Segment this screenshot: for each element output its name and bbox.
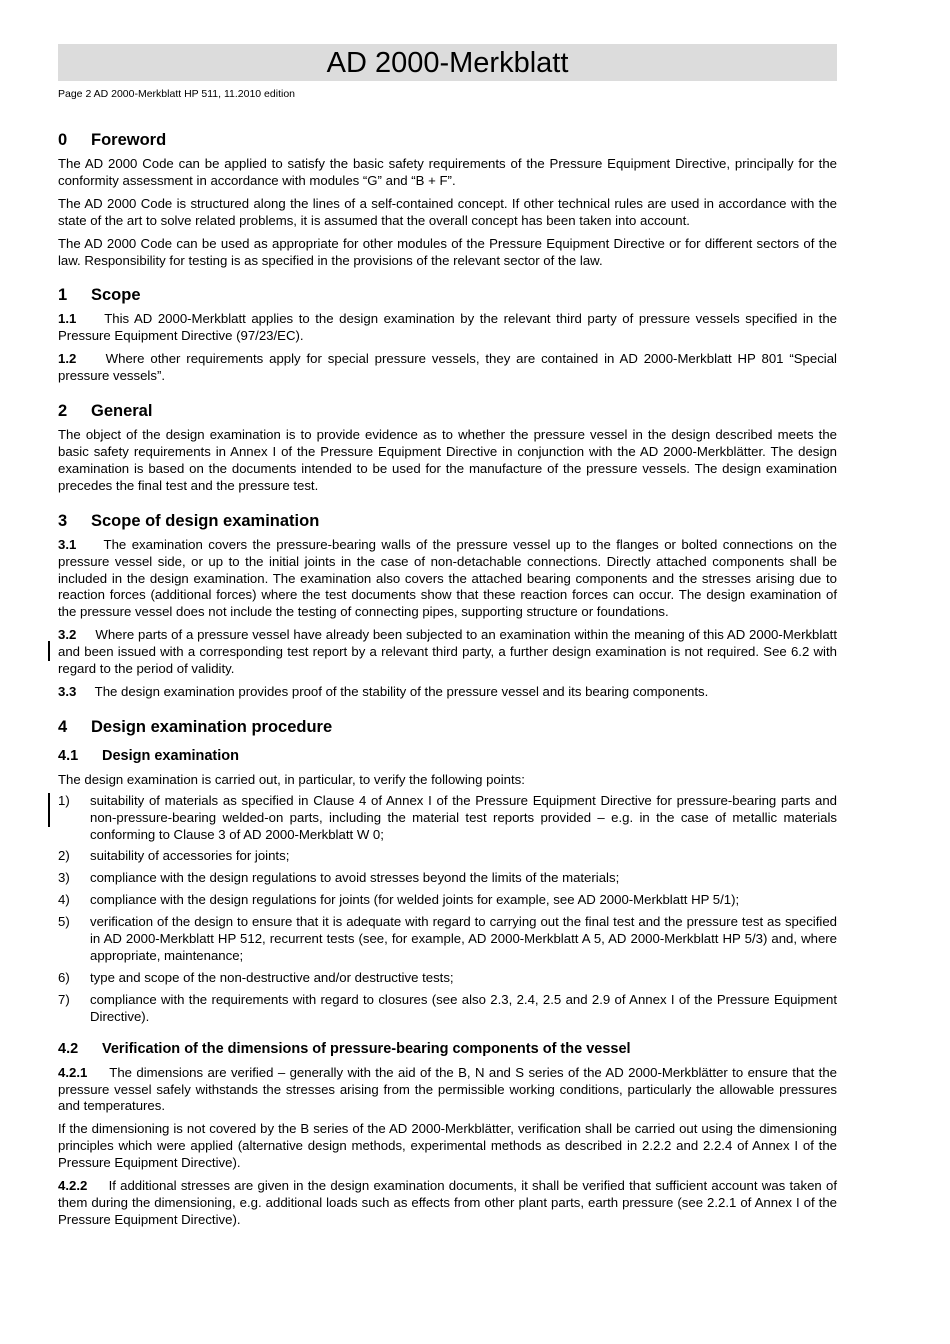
change-bar (48, 793, 50, 827)
clause-text: If additional stresses are given in the design examination documents, it shall be verified that sufficient account was taken of them during the dimensioning, e.g. additional loads such as effects from other plant parts, earth pressure (see 2.2.1 of Annex I of the Pressure Equipment Directive). (58, 1178, 837, 1227)
subsection-title: Design examination (102, 747, 239, 764)
clause-text: This AD 2000-Merkblatt applies to the design examination by the relevant third party of pressure vessels specified in the Pressure Equipment Directive (97/23/EC). (58, 311, 838, 344)
document-page (58, 44, 837, 1229)
section-0-heading (58, 130, 837, 150)
list-item-number: 7) (58, 991, 70, 1007)
clause-number: 3.2 (58, 627, 77, 643)
clause-number: 1.2 (58, 351, 77, 367)
clause-4-2-1 (58, 1065, 837, 1116)
list-item-number: 5) (58, 914, 70, 930)
list-intro: The design examination is carried out, in particular, to verify the following points: (58, 771, 525, 787)
clause-3-2 (58, 627, 837, 678)
list-item-number: 6) (58, 969, 70, 985)
clause-1-2 (58, 351, 837, 385)
clause-number: 4.2.1 (58, 1064, 88, 1080)
clause-number: 3.3 (58, 683, 77, 699)
subsection-number: 4.2 (58, 1040, 79, 1057)
section-2-heading (58, 401, 837, 421)
section-number: 3 (58, 511, 68, 530)
change-bar (48, 641, 50, 661)
list-item-number: 3) (58, 870, 70, 886)
page-header-line: Page 2 AD 2000-Merkblatt HP 511, 11.2010 edition (58, 88, 295, 100)
subsection-title: Verification of the dimensions of pressure-bearing components of the vessel (102, 1040, 631, 1057)
subsection-number: 4.1 (58, 747, 79, 764)
clause-3-1 (58, 537, 837, 622)
section-number: 2 (58, 402, 68, 421)
clause-text: The examination covers the pressure-bearing walls of the pressure vessel up to the flanges or bolted connections on the pressure vessel side, or up to the initial joints in the case of non-detachable connections. Directly attached components shall be included in the design examination. The examination also covers the attached bearing components and the stresses arising due to reaction forces (additional forces) where the test documents show that these reaction forces can occur. The design examination of the pressure vessel does not include the testing of connecting pipes, supporting structure or foundations. (58, 536, 837, 620)
clause-4-2-2 (58, 1178, 837, 1229)
foreword-paragraph-1: The AD 2000 Code can be applied to satisfy the basic safety requirements of the Pressure Equipment Directive, principally for the conformity assessment in accordance with modules “G” and “B + F”. (58, 156, 837, 188)
subsection-4-2-heading (58, 1040, 837, 1058)
clause-text: Where parts of a pressure vessel have already been subjected to an examination within the meaning of this AD 2000-Merkblatt and been issued with a corresponding test report by a relevant third party, a further design examination is not required. See 6.2 with regard to the period of validity. (58, 627, 837, 677)
section-title: General (91, 402, 153, 421)
list-item (58, 793, 837, 844)
general-paragraph: The object of the design examination is to provide evidence as to whether the pressure vessel in the design described meets the basic safety requirements in Annex I of the Pressure Equipment Directive in conjunction with the AD 2000-Merkblätter. The design examination is based on the documents intended to be used for the manufacture of the pressure vessels. The design examination precedes the final test and the pressure test. (58, 427, 837, 493)
section-3-heading (58, 511, 837, 531)
dimensioning-paragraph: If the dimensioning is not covered by the B series of the AD 2000-Merkblätter, verification shall be carried out using the dimensioning principles which were applied (alternative design methods, experimental methods as described in 2.2.2 and 2.2.4 of Annex I of the Pressure Equipment Directive). (58, 1121, 837, 1171)
clause-3-3 (58, 684, 837, 701)
clause-text: Where other requirements apply for special pressure vessels, they are contained in AD 2000-Merkblatt HP 801 “Special pressure vessels”. (58, 351, 837, 384)
list-item-number: 4) (58, 892, 70, 908)
list-item-text: compliance with the design regulations for joints (for welded joints for example, see AD 2000-Merkblatt HP 5/1); (90, 892, 740, 908)
list-item-text: type and scope of the non-destructive and/or destructive tests; (90, 969, 454, 985)
clause-number: 3.1 (58, 536, 77, 552)
list-item-text: suitability of accessories for joints; (90, 848, 290, 864)
list-item-number: 1) (58, 792, 70, 808)
list-item (58, 914, 837, 965)
section-number: 0 (58, 131, 68, 149)
foreword-paragraph-3: The AD 2000 Code can be used as appropriate for other modules of the Pressure Equipment Directive or for different sectors of the law. Responsibility for testing is as specified in the provisions of the relevant sector of the law. (58, 235, 837, 268)
section-number: 4 (58, 717, 68, 736)
list-item (58, 970, 837, 987)
list-item-text: verification of the design to ensure that it is adequate with regard to carrying out the final test and the pressure test as specified in AD 2000-Merkblatt HP 512, recurrent tests (see, for example, AD 2000-Merkblatt A 5, AD 2000-Merkblatt HP 5/3) and, where appropriate, maintenance; (90, 914, 837, 963)
clause-text: The design examination provides proof of the stability of the pressure vessel and its bearing components. (94, 683, 709, 699)
list-item-text: suitability of materials as specified in Clause 4 of Annex I of the Pressure Equipment Directive for pressure-bearing parts and non-pressure-bearing welded-on parts, including the material test reports provided – e.g. in the case of metallic materials conforming to Clause 3 of AD 2000-Merkblatt W 0; (90, 792, 837, 842)
section-1-heading (58, 285, 837, 305)
list-item-number: 2) (58, 848, 70, 864)
section-4-heading (58, 717, 837, 737)
clause-number: 1.1 (58, 311, 77, 327)
subsection-4-1-heading (58, 747, 837, 765)
clause-text: The dimensions are verified – generally with the aid of the B, N and S series of the AD 2000-Merkblätter to ensure that the pressure vessel safely withstands the stresses arising from the permissible working conditions, particularly the allowable pressures and temperatures. (58, 1064, 837, 1114)
section-title: Foreword (91, 131, 167, 149)
clause-number: 4.2.2 (58, 1178, 88, 1194)
list-item-text: compliance with the design regulations to avoid stresses beyond the limits of the materials; (90, 870, 620, 886)
section-title: Scope (91, 286, 141, 305)
document-title: AD 2000-Merkblatt (58, 44, 837, 81)
list-item (58, 848, 837, 865)
section-number: 1 (58, 286, 68, 305)
section-title: Scope of design examination (91, 511, 320, 530)
clause-1-1 (58, 311, 837, 345)
list-item (58, 992, 837, 1026)
foreword-paragraph-2: The AD 2000 Code is structured along the lines of a self-contained concept. If other technical rules are used in accordance with the state of the art to solve related problems, it is assumed that the overall concept has been taken into account. (58, 195, 837, 228)
list-item (58, 892, 837, 909)
list-item (58, 870, 837, 887)
section-title: Design examination procedure (91, 717, 333, 736)
list-item-text: compliance with the requirements with regard to closures (see also 2.3, 2.4, 2.5 and 2.9 of Annex I of the Pressure Equipment Directive). (90, 991, 837, 1024)
